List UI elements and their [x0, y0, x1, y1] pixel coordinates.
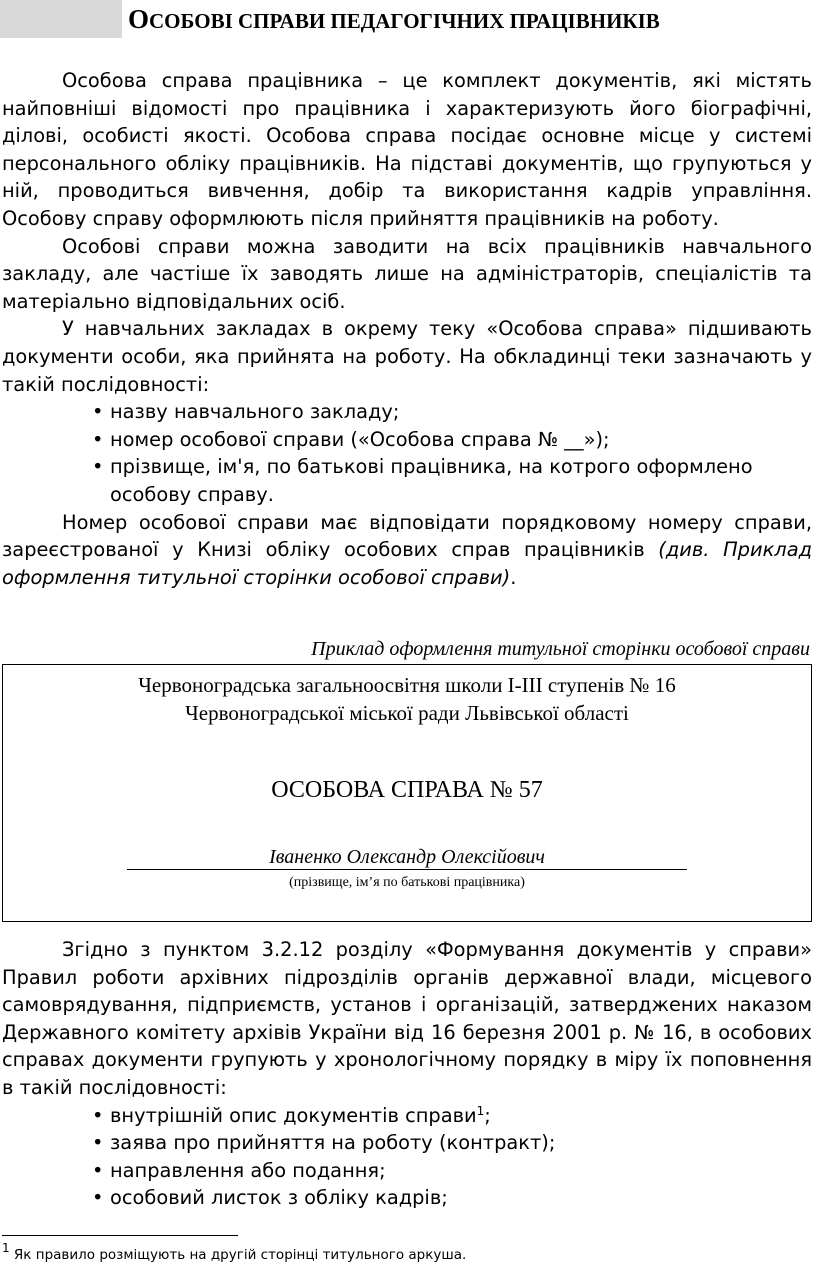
name-hint: (прізвище, ім’я по батькові працівника) [289, 875, 525, 890]
paragraph-rules: Згідно з пунктом 3.2.12 розділу «Формування документів у справи» Правил роботи архівних підрозділів органів державної влади, місцевого самоврядування, підприємств, установ і організацій, затверджених наказом Державного комітету архівів України від 16 березня 2001 р. № 16, в особових справах документи групують у хронологічному порядку в міру їх поповнення в такій послідовності: [2, 938, 812, 1099]
bullet-icon: • [92, 1158, 104, 1182]
section-intro [2, 67, 812, 591]
list-item: • особовий листок з обліку кадрів; [2, 1184, 812, 1212]
example-reference: (див. Приклад оформлення титульної сторінки особової справи) [2, 538, 812, 589]
title-rest: СОБОВІ СПРАВИ ПЕДАГОГІЧНИХ ПРАЦІВНИКІВ [149, 9, 660, 33]
footnote-text: Як правило розміщують на другій сторінці титульного аркуша. [9, 1247, 467, 1263]
list-item: • заява про прийняття на роботу (контракт); [2, 1129, 812, 1157]
list-item: • прізвище, ім'я, по батькові працівника, на котрого оформлено особову справу. [92, 455, 753, 506]
bullet-icon: • [92, 400, 104, 424]
cover-items-list [2, 398, 812, 508]
footnote [2, 1241, 467, 1264]
case-title: ОСОБОВА СПРАВА № 57 [271, 777, 543, 803]
paragraph-who: Особові справи можна заводити на всіх працівників навчального закладу, але частіше їх заводять лише на адміністраторів, спеціалістів та матеріально відповідальних осіб. [2, 234, 812, 313]
bullet-icon: • [92, 1131, 104, 1155]
bullet-icon: • [92, 1186, 104, 1210]
list-item: • назву навчального закладу; [2, 398, 812, 426]
bullet-icon: • [92, 1103, 104, 1127]
title-page-example [2, 664, 812, 922]
document-order-list [2, 1102, 812, 1212]
header-gray-bar [0, 0, 122, 38]
paragraph-definition: Особова справа працівника – це комплект документів, які містять найповніші відомості про працівника і характеризують його біографічні, ділові, особисті якості. Особова справа посідає основне місце у системі персонального обліку працівників. На підставі документів, що групуються у ній, проводиться вивчення, добір та використання кадрів управління. Особову справу оформлюють після прийняття працівників на роботу. [2, 69, 812, 230]
school-name-line2: Червоноградської міської ради Львівської області [185, 701, 629, 725]
page-title [128, 2, 808, 38]
footnote-mark: 1 [2, 1241, 10, 1255]
section-order [2, 936, 812, 1212]
list-item: • номер особової справи («Особова справа № __»); [2, 426, 812, 454]
list-item: • внутрішній опис документів справи$^1$; [2, 1102, 812, 1130]
list-item: • направлення або подання; [2, 1157, 812, 1185]
employee-name: Іваненко Олександр Олексійович [127, 845, 687, 870]
bullet-icon: • [92, 427, 104, 451]
example-caption: Приклад оформлення титульної сторінки особової справи [311, 638, 810, 660]
footnote-divider [2, 1235, 238, 1236]
title-initial: О [128, 4, 150, 34]
school-name-line1: Червоноградська загальноосвітня школи І-ІІІ ступенів № 16 [138, 673, 676, 697]
bullet-icon: • [92, 455, 104, 479]
paragraph-number: Номер особової справи має відповідати порядковому номеру справи, зареєстрованої у Книзі обліку особових справ працівників (див. Приклад оформлення титульної сторінки особової справи). [2, 510, 812, 589]
footnote-ref: 1 [476, 1103, 485, 1118]
paragraph-folder: У навчальних закладах в окрему теку «Особова справа» підшивають документи особи, яка прийнята на роботу. На обкладинці теки зазначають у такій послідовності: [2, 317, 812, 396]
